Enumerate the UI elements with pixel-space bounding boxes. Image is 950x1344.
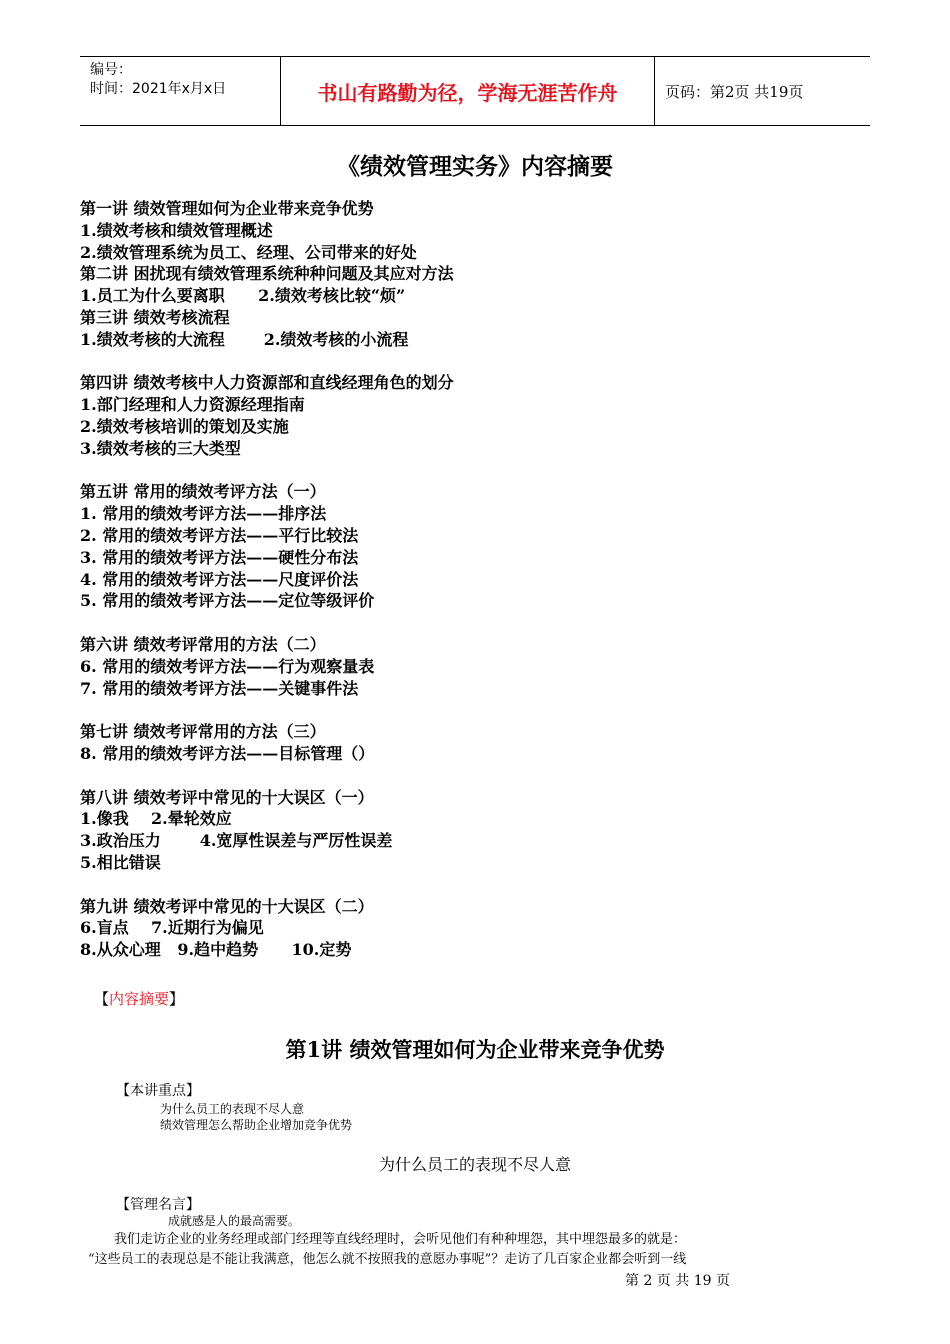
toc-line: 8. 常用的绩效考评方法——目标管理（） (80, 743, 375, 763)
summary-tag (94, 988, 184, 1009)
toc-spacer (80, 765, 880, 787)
summary-open: 【 (94, 990, 110, 1008)
summary-close: 】 (169, 990, 185, 1008)
toc-line: 3.绩效考核的三大类型 (80, 438, 241, 458)
paragraph-line: 我们走访企业的业务经理或部门经理等直线经理时，会听见他们有种种埋怨，其中埋怨最多的就是： (88, 1232, 687, 1247)
toc-line: 6.盲点 7.近期行为偏见 (80, 918, 264, 938)
lecture-title: 第1讲 绩效管理如何为企业带来竞争优势 (285, 1037, 665, 1062)
toc-line: 2.绩效管理系统为员工、经理、公司带来的好处 (80, 242, 417, 262)
toc-line: 2. 常用的绩效考评方法——平行比较法 (80, 525, 359, 545)
section-heading: 为什么员工的表现不尽人意 (378, 1155, 571, 1174)
summary-label: 内容摘要 (109, 990, 170, 1008)
toc-line: 5.相比错误 (80, 852, 161, 872)
document-title: 《绩效管理实务》内容摘要 (337, 154, 613, 180)
toc-line: 7. 常用的绩效考评方法——关键事件法 (80, 678, 359, 698)
toc-line: 第一讲 绩效管理如何为企业带来竞争优势 (80, 199, 374, 218)
toc-line: 2.绩效考核培训的策划及实施 (80, 416, 289, 436)
toc-line: 第五讲 常用的绩效考评方法（一） (80, 482, 326, 502)
toc-line: 第六讲 绩效考评常用的方法（二） (80, 634, 326, 654)
toc-spacer (80, 699, 880, 721)
toc-line: 3. 常用的绩效考评方法——硬性分布法 (80, 547, 359, 567)
toc-line: 1.部门经理和人力资源经理指南 (80, 395, 305, 415)
table-of-contents (80, 198, 880, 961)
toc-spacer (80, 351, 880, 373)
page-footer: 第 2 页 共 19 页 (625, 1273, 730, 1289)
toc-spacer (80, 874, 880, 896)
key-point-item: 绩效管理怎么帮助企业增加竞争优势 (160, 1118, 353, 1132)
toc-line: 第三讲 绩效考核流程 (80, 307, 230, 327)
number-label: 编号： (90, 62, 132, 78)
toc-spacer (80, 460, 880, 482)
toc-line: 1.绩效考核和绩效管理概述 (80, 220, 273, 240)
toc-line: 第八讲 绩效考评中常见的十大误区（一） (80, 787, 374, 807)
toc-line: 第七讲 绩效考评常用的方法（三） (80, 722, 326, 742)
quote-tag: 【管理名言】 (116, 1197, 200, 1213)
toc-line: 1.绩效考核的大流程 2.绩效考核的小流程 (80, 329, 409, 349)
toc-line: 4. 常用的绩效考评方法——尺度评价法 (80, 569, 359, 589)
time-label: 时间：2021年x月x日 (90, 81, 227, 97)
toc-line: 8.从众心理 9.趋中趋势 10.定势 (80, 940, 352, 960)
management-quote: 成就感是人的最高需要。 (168, 1214, 301, 1228)
toc-line: 6. 常用的绩效考评方法——行为观察量表 (80, 656, 375, 676)
toc-line: 1.员工为什么要离职 2.绩效考核比较“烦” (80, 286, 406, 306)
header-page-info: 页码：第2页 共19页 (665, 82, 804, 101)
toc-line: 5. 常用的绩效考评方法——定位等级评价 (80, 591, 375, 611)
header-meta (80, 57, 280, 125)
paragraph-line: “这些员工的表现总是不能让我满意，他怎么就不按照我的意愿办事呢”？走访了几百家企业都会听到一线 (88, 1252, 687, 1267)
toc-line: 1.像我 2.晕轮效应 (80, 809, 232, 829)
header-motto: 书山有路勤为径，学海无涯苦作舟 (280, 57, 655, 125)
toc-line: 第二讲 困扰现有绩效管理系统种种问题及其应对方法 (80, 264, 454, 284)
toc-spacer (80, 612, 880, 634)
toc-line: 第九讲 绩效考评中常见的十大误区（二） (80, 896, 374, 916)
toc-line: 3.政治压力 4.宽厚性误差与严厉性误差 (80, 831, 393, 851)
toc-line: 第四讲 绩效考核中人力资源部和直线经理角色的划分 (80, 373, 454, 393)
toc-line: 1. 常用的绩效考评方法——排序法 (80, 504, 327, 524)
header-table (80, 56, 870, 126)
key-points-tag: 【本讲重点】 (116, 1083, 200, 1099)
key-point-item: 为什么员工的表现不尽人意 (160, 1102, 305, 1116)
